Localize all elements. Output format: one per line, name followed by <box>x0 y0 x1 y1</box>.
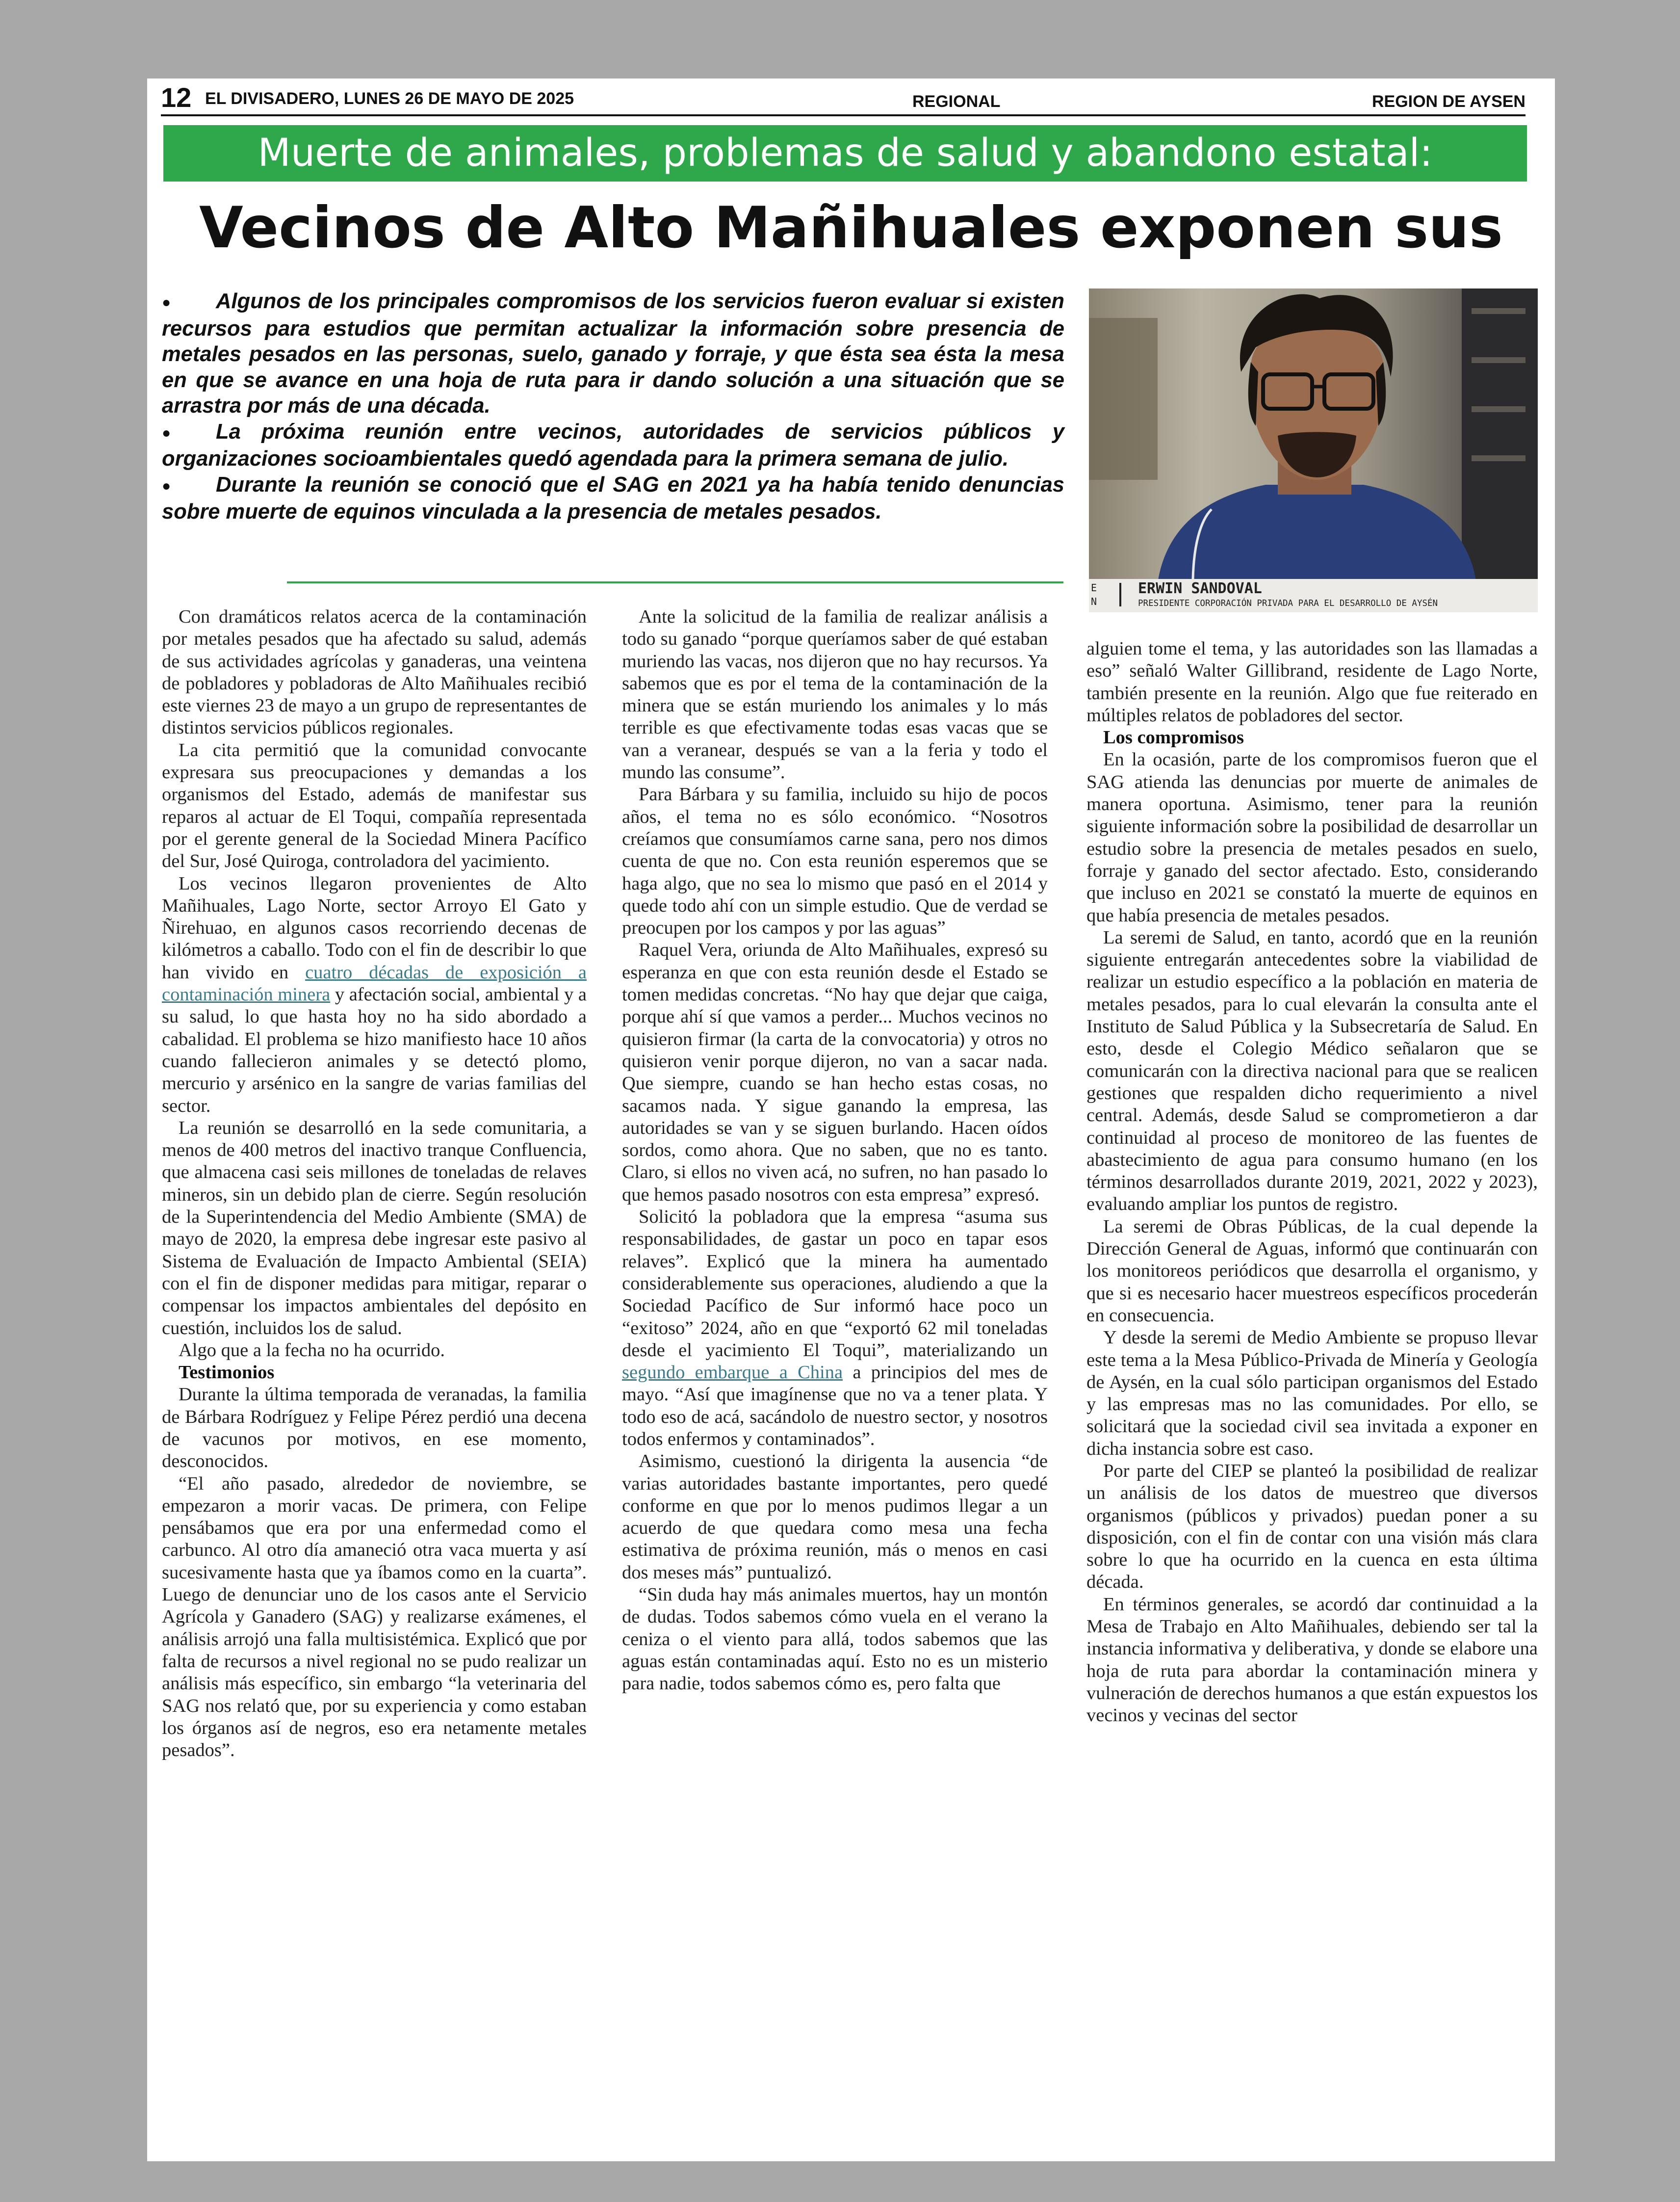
subheading-testimonios: Testimonios <box>179 1362 275 1383</box>
bullets-divider <box>287 581 1063 583</box>
caption-title: PRESIDENTE CORPORACIÓN PRIVADA PARA EL DESARROLLO DE AYSÉN <box>1138 599 1438 608</box>
paragraph: La reunión se desarrolló en la sede comunitaria, a menos de 400 metros del inactivo tranque Confluencia, que almacena casi seis millones de toneladas de relaves mineros, sin un debido plan de cierre. Según resolución de la Superintendencia del Medio Ambiente (SMA) de mayo de 2020, la empresa debe ingresar este pasivo al Sistema de Evaluación de Impacto Ambiental (SEIA) con el fin de disponer medidas para mitigar, reparar o compensar los impactos ambientales del depósito en cuestión, incluidos los de salud. <box>162 1117 587 1338</box>
portrait-illustration <box>1089 288 1538 612</box>
bullet-dot-icon: ● <box>162 294 171 311</box>
kicker-banner: Muerte de animales, problemas de salud y abandono estatal: <box>163 125 1527 182</box>
page-number: 12 <box>161 82 192 113</box>
summary-bullet: ● Durante la reunión se conoció que el SAG en 2021 ya ha había tenido denuncias sobre muerte de equinos vinculada a la presencia de metales pesados. <box>162 472 1064 524</box>
publication-date: EL DIVISADERO, LUNES 26 DE MAYO DE 2025 <box>205 89 574 108</box>
paragraph: alguien tome el tema, y las autoridades son las llamadas a eso” señaló Walter Gillibrand, residente de Lago Norte, también presente en la reunión. Algo que fue reiterado en múltiples relatos de pobladores del sector. <box>1086 638 1538 726</box>
paragraph: En términos generales, se acordó dar continuidad a la Mesa de Trabajo en Alto Mañihuales, debiendo ser tal la instancia informativa y deliberativa, y donde se elabore una hoja de ruta para abordar la contaminación minera y vulneración de derechos humanos a que están expuestos los vecinos y vecinas del sector <box>1086 1594 1538 1726</box>
subheading-compromisos: Los compromisos <box>1103 727 1244 748</box>
paragraph: “El año pasado, alrededor de noviembre, se empezaron a morir vacas. De primera, con Felipe pensábamos que era por una enfermedad como el carbunco. Al otro día amaneció otra vaca muerta y así sucesivamente hasta que ya íbamos como en la cuarta”. Luego de denunciar uno de los casos ante el Servicio Agrícola y Ganadero (SAG) y realizarse exámenes, el análisis arrojó una falla multisistémica. Explicó que por falta de recursos a nivel regional no se pudo realizar un análisis más específico, sin embargo “la veterinaria del SAG nos relató que, por su experiencia y como estaban los órganos así de negros, eso era netamente metales pesados”. <box>162 1473 587 1761</box>
photo-caption <box>1089 579 1538 612</box>
article-column-3 <box>1086 638 1538 1727</box>
paragraph: Por parte del CIEP se planteó la posibilidad de realizar un análisis de los datos de muestreo que diversos organismos (públicos y privados) puedan poner a su disposición, con el fin de contar con una visión más clara sobre lo que ha ocurrido en la cuenca en esta última década. <box>1086 1460 1538 1593</box>
paragraph: Y desde la seremi de Medio Ambiente se propuso llevar este tema a la Mesa Público-Privada de Minería y Geología de Aysén, en la cual sólo participan organismos del Estado y las empresas mas no las comunidades. Por ello, se solicitará que la sociedad civil sea invitada a exponer en dicha instancia sobre est caso. <box>1086 1327 1538 1459</box>
caption-fragment: E N <box>1091 582 1097 607</box>
bullet-dot-icon: ● <box>162 424 171 441</box>
caption-divider <box>1119 583 1121 606</box>
headline: Vecinos de Alto Mañihuales exponen sus <box>199 195 1503 261</box>
paragraph: En la ocasión, parte de los compromisos fueron que el SAG atienda las denuncias por muerte de animales de manera oportuna. Asimismo, tener para la reunión siguiente información sobre la posibilidad de desarrollar un estudio sobre la presencia de metales pesados en suelo, forraje y ganado del sector afectado. Esto, considerando que incluso en 2021 se constató la muerte de equinos en que había presencia de metales pesados. <box>1086 749 1538 926</box>
summary-bullets <box>162 288 1064 525</box>
summary-bullet: ● Algunos de los principales compromisos de los servicios fueron evaluar si existen recursos para estudios que permitan actualizar la información sobre presencia de metales pesados en las personas, suelo, ganado y forraje, y que ésta sea ésta la mesa en que se avance en una hoja de ruta para ir dando solución a una situación que se arrastra por más de una década. <box>162 289 1064 418</box>
paragraph: Con dramáticos relatos acerca de la contaminación por metales pesados que ha afectado su salud, además de sus actividades agrícolas y ganaderas, una veintena de pobladores y pobladoras de Alto Mañihuales recibió este viernes 23 de mayo a un grupo de representantes de distintos servicios públicos regionales. <box>162 606 587 738</box>
newspaper-page <box>147 79 1555 2161</box>
bullet-dot-icon: ● <box>162 477 171 494</box>
paragraph: Durante la última temporada de veranadas, la familia de Bárbara Rodríguez y Felipe Pérez perdió una decena de vacunos por motivos, en ese momento, desconocidos. <box>162 1384 587 1472</box>
china-shipment-link[interactable]: segundo embarque a China <box>622 1362 843 1383</box>
article-column-1 <box>162 606 587 1761</box>
paragraph: “Sin duda hay más animales muertos, hay un montón de dudas. Todos sabemos cómo vuela en el verano la ceniza o el viento para allá, todos sabemos que las aguas están contaminadas aquí. Esto no es un misterio para nadie, todos sabemos cómo es, pero falta que <box>622 1584 1048 1694</box>
paragraph: Raquel Vera, oriunda de Alto Mañihuales, expresó su esperanza en que con esta reunión desde el Estado se tomen medidas concretas. “No hay que dejar que caiga, porque ahí sí que vamos a perder... Muchos vecinos no quisieron firmar (la carta de la convocatoria) y otros no quisieron venir porque dijeron, no van a sacar nada. Que siempre, cuando se han hecho estas cosas, no sacamos nada. Y sigue ganando la empresa, las autoridades se van y se siguen burlando. Hacen oídos sordos, como ahora. Que no saben, que no es tanto. Claro, si ellos no viven acá, no sufren, no han pasado lo que hemos pasado nosotros con esta empresa” expresó. <box>622 940 1048 1205</box>
paragraph: Para Bárbara y su familia, incluido su hijo de pocos años, el tema no es sólo económico. “Nosotros creíamos que consumíamos carne sana, pero nos dimos cuenta de que no. Con esta reunión esperemos que se haga algo, que no sea lo mismo que pasó en el 2014 y quede todo ahí con un simple estudio. Que de verdad se preocupen por los campos y por las aguas” <box>622 784 1048 939</box>
interviewee-photo <box>1089 288 1538 612</box>
paragraph: Asimismo, cuestionó la dirigenta la ausencia “de varias autoridades bastante importantes, pero quedé conforme en que por lo menos pudimos llegar a un acuerdo de que quedara como mesa una fecha estimativa de próxima reunión, más o menos en casi dos meses más” puntualizó. <box>622 1451 1048 1583</box>
section-label: REGIONAL <box>912 92 1001 111</box>
region-label: REGION DE AYSEN <box>1371 92 1525 111</box>
header-rule <box>161 114 1525 116</box>
paragraph: La cita permitió que la comunidad convocante expresara sus preocupaciones y demandas a los organismos del Estado, además de manifestar sus reparos al actuar de El Toqui, compañía representada por el gerente general de la Sociedad Minera Pacífico del Sur, José Quiroga, controladora del yacimiento. <box>162 739 587 872</box>
caption-name: ERWIN SANDOVAL <box>1138 580 1262 597</box>
paragraph: Solicitó la pobladora que la empresa “asuma sus responsabilidades, de gastar un poco en tapar esos relaves”. Explicó que la minera ha aumentado considerablemente sus operaciones, aludiendo a que la Sociedad Pacífico de Sur informó hace poco un “exitoso” 2024, año en que “exportó 62 mil toneladas desde el yacimiento El Toqui”, materializando un segundo embarque a China a principios del mes de mayo. “Así que imagínense que no va a tener plata. Y todo eso de acá, sacándolo de nuestro sector, y nosotros todos enfermos y contaminados”. <box>622 1206 1048 1449</box>
paragraph: Algo que a la fecha no ha ocurrido. <box>179 1339 445 1361</box>
paragraph: La seremi de Salud, en tanto, acordó que en la reunión siguiente entregarán antecedentes sobre la viabilidad de realizar un estudio específico a la población en materia de metales pesados, para lo cual elevarán la consulta ante el Instituto de Salud Pública y la Subsecretaría de Salud. En esto, desde el Colegio Médico señalaron que se comunicarán con la directiva nacional para que se realicen gestiones que respalden dicho requerimiento a nivel central. Además, desde Salud se comprometieron a dar continuidad al proceso de monitoreo de las fuentes de abastecimiento de agua para consumo humano (en los términos desarrollados durante 2019, 2021, 2022 y 2023), evaluando ampliar los puntos de registro. <box>1086 927 1538 1215</box>
summary-bullet: ● La próxima reunión entre vecinos, autoridades de servicios públicos y organizaciones socioambientales quedó agendada para la primera semana de julio. <box>162 419 1064 471</box>
paragraph: Ante la solicitud de la familia de realizar análisis a todo su ganado “porque queríamos saber de qué estaban muriendo las vacas, nos dijeron que no hay recursos. Ya sabemos que es por el tema de la contaminación de la minera que se están muriendo los animales y lo más terrible es que efectivamente todas esas vacas que se van a veranear, después se van a la feria y todo el mundo las consume”. <box>622 606 1048 783</box>
contamination-history-link[interactable]: cuatro décadas de exposición a contaminación minera <box>162 962 587 1005</box>
paragraph: La seremi de Obras Públicas, de la cual depende la Dirección General de Aguas, informó que continuarán con los monitoreos periódicos que desarrolla el organismo, y que si es necesario hacer muestreos específicos procederán en consecuencia. <box>1086 1216 1538 1326</box>
article-column-2 <box>622 606 1048 1695</box>
paragraph: Los vecinos llegaron provenientes de Alto Mañihuales, Lago Norte, sector Arroyo El Gato y Ñirehuao, en algunos casos recorriendo decenas de kilómetros a caballo. Todo con el fin de describir lo que han vivido en cuatro décadas de exposición a contaminación minera y afectación social, ambiental y a su salud, lo que hasta hoy no ha sido abordado a cabalidad. El problema se hizo manifiesto hace 10 años cuando fallecieron animales y se detectó plomo, mercurio y arsénico en la sangre de varias familias del sector. <box>162 873 587 1116</box>
